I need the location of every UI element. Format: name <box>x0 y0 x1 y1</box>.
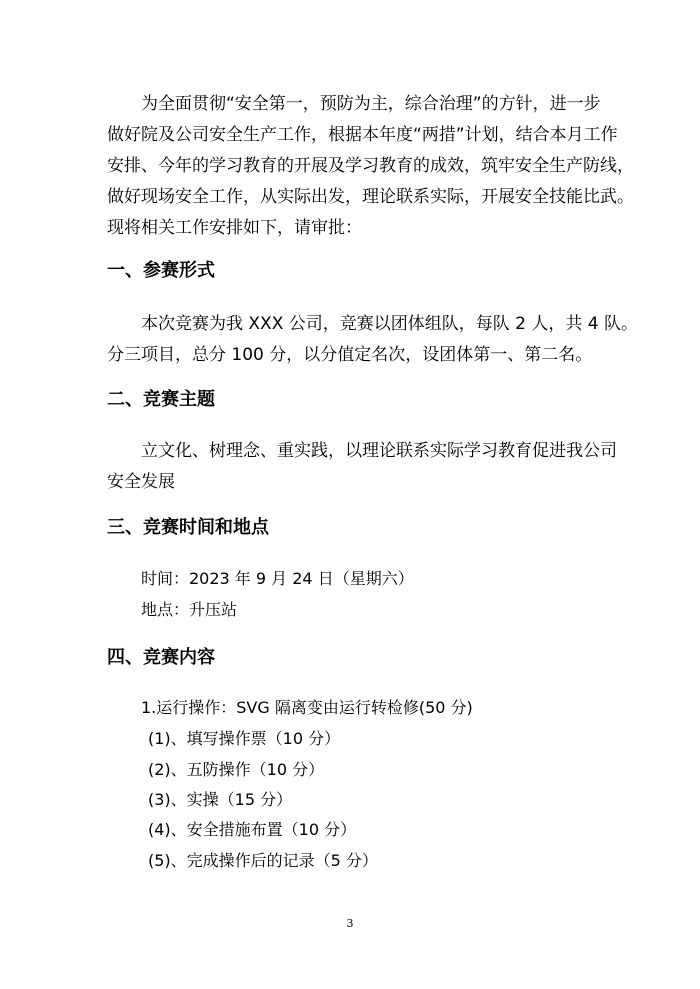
paragraph-line: 立文化、树理念、重实践，以理论联系实际学习教育促进我公司 <box>141 441 617 461</box>
paragraph-line: 本次竞赛为我 XXX 公司，竞赛以团体组队，每队 2 人，共 4 队。 <box>141 314 638 334</box>
competition-time: 时间：2023 年 9 月 24 日（星期六） <box>141 569 414 588</box>
section-heading-theme: 二、竞赛主题 <box>107 389 215 410</box>
content-subitem: (3)、实操（15 分） <box>148 790 293 809</box>
intro-paragraph <box>107 89 634 244</box>
intro-line: 现将相关工作安排如下，请审批： <box>107 218 362 238</box>
intro-line: 做好院及公司安全生产工作，根据本年度“两措”计划，结合本月工作 <box>107 125 618 145</box>
section-paragraph-theme <box>107 436 617 498</box>
page-number: 3 <box>346 917 354 930</box>
content-subitem: (4)、安全措施布置（10 分） <box>148 820 357 839</box>
intro-line: 安排、今年的学习教育的开展及学习教育的成效，筑牢安全生产防线， <box>107 156 634 176</box>
section-heading-content: 四、竞赛内容 <box>107 647 215 668</box>
section-heading-time-place: 三、竞赛时间和地点 <box>107 517 269 538</box>
competition-place: 地点：升压站 <box>141 600 238 619</box>
content-subitem: (5)、完成操作后的记录（5 分） <box>148 851 378 870</box>
intro-line: 为全面贯彻“安全第一，预防为主，综合治理”的方针，进一步 <box>141 94 601 114</box>
section-paragraph-participation-format <box>107 309 638 371</box>
paragraph-line: 分三项目，总分 100 分，以分值定名次，设团体第一、第二名。 <box>107 345 593 365</box>
paragraph-line: 安全发展 <box>107 472 175 492</box>
content-subitem: (1)、填写操作票（10 分） <box>148 729 341 748</box>
intro-line: 做好现场安全工作，从实际出发，理论联系实际，开展安全技能比武。 <box>107 187 634 207</box>
content-item-1: 1.运行操作：SVG 隔离变由运行转检修(50 分) <box>141 698 473 717</box>
content-subitem: (2)、五防操作（10 分） <box>148 760 325 779</box>
section-heading-participation-format: 一、参赛形式 <box>107 260 215 281</box>
